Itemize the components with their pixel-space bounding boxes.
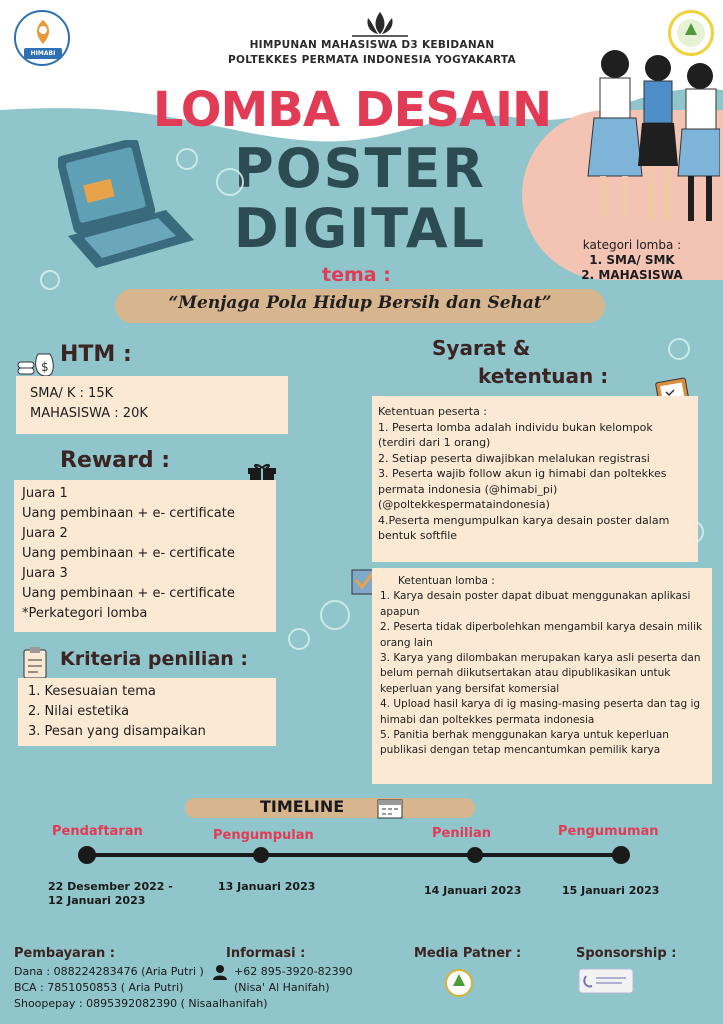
himabi-logo-text: HIMABI [24, 48, 62, 59]
timeline-stage-label: Pengumpulan [213, 828, 314, 843]
lomba-rule: 1. Karya desain poster dapat dibuat menggunakan aplikasi apapun [380, 590, 691, 618]
informasi-list [234, 964, 353, 996]
lomba-rule: 5. Panitia berhak menggunakan karya untuk keperluan publikasi dengan tetap mencantumkan pemilik karya [380, 729, 669, 757]
timeline-date-line: 22 Desember 2022 - [48, 880, 173, 893]
timeline-stage-date [48, 880, 173, 908]
timeline-stage-date: 15 Januari 2023 [562, 884, 660, 897]
htm-box [16, 376, 288, 434]
himabi-logo [14, 10, 70, 66]
syarat-heading: ketentuan : [478, 364, 609, 388]
kriteria-item: 2. Nilai estetika [28, 704, 130, 719]
peserta-rule: 3. Peserta wajib follow akun ig himabi dan poltekkes permata indonesia (@himabi_pi) (@poltekkespermataindonesia) [378, 467, 667, 511]
category-block [562, 238, 702, 283]
timeline-dot [78, 846, 96, 864]
title-line-2: POSTER [234, 137, 486, 200]
reward-line: Juara 3 [22, 566, 68, 581]
person-icon [212, 964, 228, 980]
pembayaran-line: Dana : 088224283476 (Aria Putri ) [14, 965, 204, 978]
sponsor-logo [578, 968, 634, 994]
poltekkes-emblem-icon [671, 13, 711, 53]
svg-text:$: $ [41, 360, 49, 374]
kriteria-box [18, 678, 276, 746]
lomba-rule: 3. Karya yang dilombakan merupakan karya asli peserta dan belum pernah diikutsertakan atau dipublikasikan untuk keperluan yang bersifat komersial [380, 652, 701, 695]
timeline-stage-label: Pengumuman [558, 824, 659, 839]
category-item: 1. SMA/ SMK [589, 253, 675, 267]
reward-line: Juara 2 [22, 526, 68, 541]
reward-box [14, 480, 276, 632]
organizer [222, 38, 522, 68]
pembayaran-line: BCA : 7851050853 ( Aria Putri) [14, 981, 184, 994]
tema-label: tema : [322, 264, 391, 286]
htm-line: MAHASISWA : 20K [30, 406, 148, 421]
tema-quote: “Menjaga Pola Hidup Bersih dan Sehat” [168, 293, 552, 313]
timeline-stage-date: 13 Januari 2023 [218, 880, 316, 893]
media-partner-heading: Media Patner : [414, 946, 522, 961]
timeline-date-line: 12 Januari 2023 [48, 894, 146, 907]
pembayaran-line: Shoopepay : 0895392082390 ( Nisaalhanifah) [14, 997, 268, 1010]
syarat-heading: Syarat & [432, 336, 531, 360]
htm-heading: HTM : [60, 342, 132, 367]
informasi-line: +62 895-3920-82390 [234, 965, 353, 978]
reward-line: Uang pembinaan + e- certificate [22, 546, 235, 561]
timeline-dot [253, 847, 269, 863]
sponsorship-heading: Sponsorship : [576, 946, 677, 961]
kriteria-heading: Kriteria penilian : [60, 648, 249, 670]
students-illustration [570, 46, 720, 236]
timeline-line [86, 853, 624, 857]
lomba-rules-box [372, 568, 712, 784]
lomba-rule: 4. Upload hasil karya di ig masing-masing peserta dan tag ig himabi dan poltekkes permata indonesia [380, 698, 701, 726]
reward-line: Uang pembinaan + e- certificate [22, 506, 235, 521]
category-label: kategori lomba : [582, 238, 682, 252]
reward-heading: Reward : [60, 448, 171, 473]
peserta-rules-box [372, 396, 698, 562]
informasi-line: (Nisa' Al Hanifah) [234, 981, 330, 994]
bubble-decoration [668, 338, 690, 360]
title-line-3: DIGITAL [233, 197, 487, 260]
pembayaran-list [14, 964, 268, 1012]
money-icon [16, 346, 56, 378]
peserta-rules-title: Ketentuan peserta : [378, 405, 488, 418]
clipboard-icon [18, 646, 52, 680]
reward-line: Juara 1 [22, 486, 68, 501]
bubble-decoration [288, 628, 310, 650]
lotus-ornament-icon [350, 8, 410, 38]
peserta-rule: 2. Setiap peserta diwajibkan melalukan registrasi [378, 451, 650, 465]
lomba-rule: 2. Peserta tidak diperbolehkan mengambil karya desain milik orang lain [380, 621, 703, 649]
organizer-line: POLTEKKES PERMATA INDONESIA YOGYAKARTA [228, 54, 516, 66]
himabi-emblem-icon [30, 18, 56, 46]
timeline-dot [612, 846, 630, 864]
timeline-dot [467, 847, 483, 863]
peserta-rule: 1. Peserta lomba adalah individu bukan kelompok (terdiri dari 1 orang) [378, 420, 653, 449]
htm-line: SMA/ K : 15K [30, 386, 114, 401]
lomba-rules-title: Ketentuan lomba : [398, 575, 495, 587]
calendar-icon [376, 796, 404, 820]
bubble-decoration [40, 270, 60, 290]
informasi-heading: Informasi : [226, 946, 306, 961]
organizer-line: HIMPUNAN MAHASISWA D3 KEBIDANAN [249, 39, 495, 51]
poltekkes-logo [668, 10, 714, 56]
pembayaran-heading: Pembayaran : [14, 946, 115, 961]
title-line-1: LOMBA DESAIN [152, 82, 552, 138]
reward-line: *Perkategori lomba [22, 606, 148, 621]
media-partner-logo [444, 968, 474, 998]
timeline-stage-label: Pendaftaran [52, 824, 143, 839]
bubble-decoration [216, 168, 244, 196]
timeline-stage-label: Penilian [432, 826, 491, 841]
category-item: 2. MAHASISWA [581, 268, 683, 282]
kriteria-item: 1. Kesesuaian tema [28, 684, 156, 699]
peserta-rule: 4.Peserta mengumpulkan karya desain poster dalam bentuk softfile [378, 513, 670, 542]
timeline-heading: TIMELINE [260, 797, 345, 816]
kriteria-item: 3. Pesan yang disampaikan [28, 724, 206, 739]
timeline-stage-date: 14 Januari 2023 [424, 884, 522, 897]
bubble-decoration [320, 600, 350, 630]
reward-line: Uang pembinaan + e- certificate [22, 586, 235, 601]
bubble-decoration [176, 148, 198, 170]
